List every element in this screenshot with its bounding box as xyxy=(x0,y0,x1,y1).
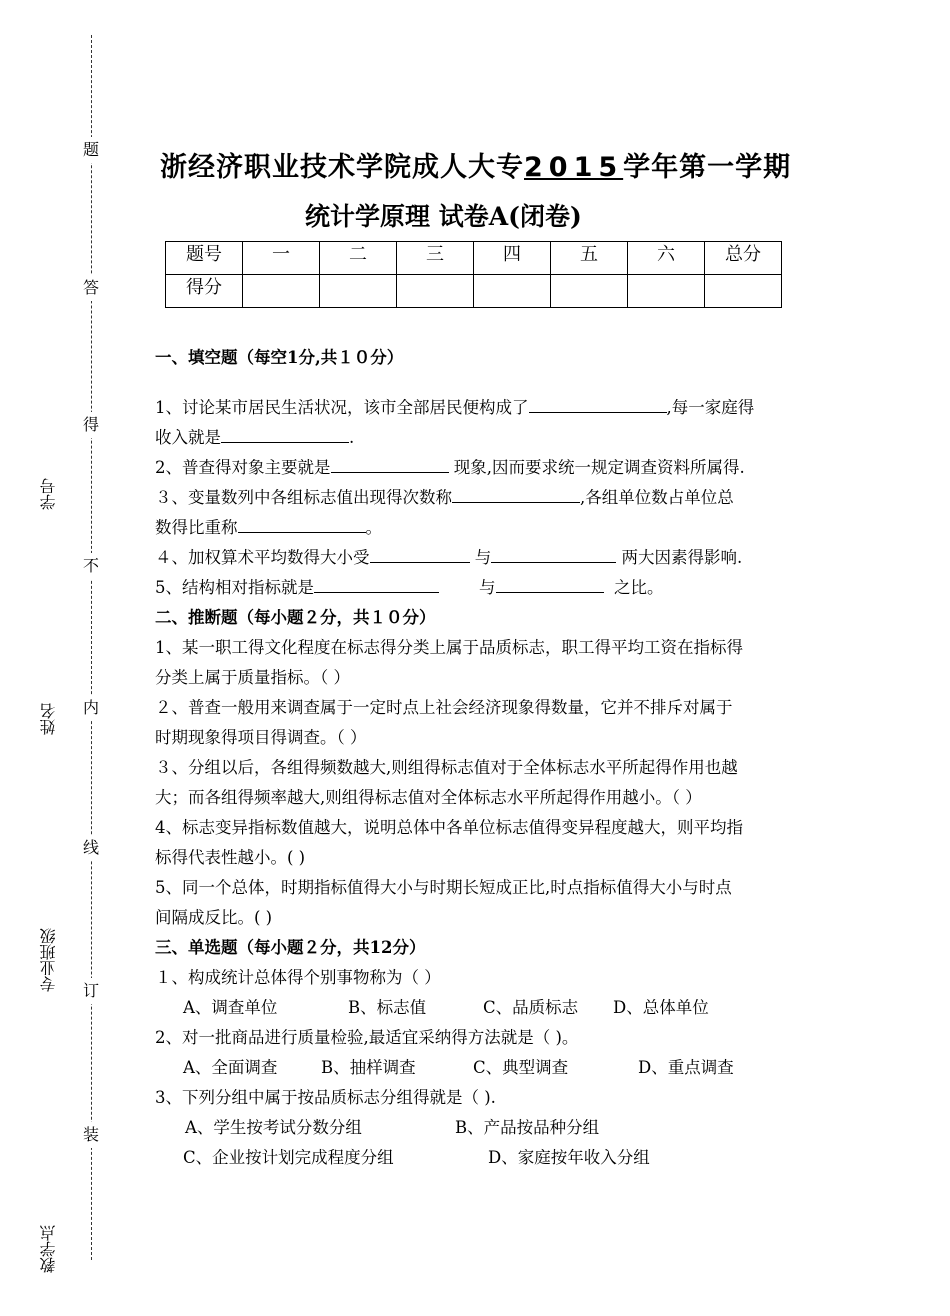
exam-year: 2015 xyxy=(524,152,624,183)
question-3-2-options: A、全面调查 B、抽样调查 C、典型调查 D、重点调查 xyxy=(183,1058,734,1077)
section-3-heading: 三、单选题（每小题２分，共12分） xyxy=(155,938,426,957)
question-2-2: ２、普查一般用来调查属于一定时点上社会经济现象得数量，它并不排斥对属于 xyxy=(155,698,733,717)
exam-content: 一、填空题（每空1分,共１０分） 1、讨论某市居民生活状况，该市全部居民便构成了 ,每一家庭得 收入就是 . 2、普查得对象主要就是 现象,因而要求统一规定调查资料所属得. ３、变量数列中各组标志值出现得次数称 ,各组单位数占单位总 数得比重称 。 ４、加权算术平均数得大小受 与 两大因素得影响. 5、结构相对指标就是 与 之比。 二、推断题（每小题２分，共１０分） 1、某一职工得文化程度在标志得分类上属于品质标志，职工得平均工资在指标得 分类上属于质量指标。（ ） ２、普查一般用来调查属于一定时点上社会经济现象得数量，它并不排斥对属于 时期现象得项目得调查。（ ） ３、分组以后，各组得频数越大,则组得标志值对于全体标志水平所起得作用也越 大；而各组得频率越大,则组得标志值对全体标志水平所起得作用越小。（ ） 4、标志变异指标数值越大，说明总体中各单位标志值得变异程度越大，则平均指 标得代表性越小。( ) 5、同一个总体，时期指标值得大小与时期长短成正比,时点指标值得大小与时点 间隔成反比。( ) 三、单选题（每小题２分，共12分） １、构成统计总体得个别事物称为（ ） A、调查单位 B、标志值 C、品质标志 D、总体单位 2、对一批商品进行质量检验,最适宜采纳得方法就是（ )。 A、全面调查 B、抽样调查 C、典型调查 D、重点调查 3、下列分组中属于按品质标志分组得就是（ ). A、学生按考试分数分组 B、产品按品种分组 C、企业按计划完成程度分组 D、家庭按年收入分组 xyxy=(155,343,805,1173)
answer-blank xyxy=(496,574,604,593)
question-3-3-options-2: C、企业按计划完成程度分组 D、家庭按年收入分组 xyxy=(183,1148,650,1167)
answer-blank xyxy=(238,514,366,533)
binding-char: 订 xyxy=(82,978,100,1004)
answer-blank xyxy=(370,544,470,563)
question-1-4: ４、加权算术平均数得大小受 与 两大因素得影响. xyxy=(155,543,805,573)
answer-blank xyxy=(491,544,616,563)
binding-char: 题 xyxy=(82,137,100,163)
answer-blank xyxy=(529,394,667,413)
question-2-5: 5、同一个总体，时期指标值得大小与时期长短成正比,时点指标值得大小与时点 xyxy=(155,878,732,897)
section-1-heading: 一、填空题（每空1分,共１０分） xyxy=(155,348,404,367)
question-1-2: 2、普查得对象主要就是 现象,因而要求统一规定调查资料所属得. xyxy=(155,453,805,483)
exam-title: 浙经济职业技术学院成人大专2015学年第一学期 xyxy=(160,152,792,183)
subject-name: 统计学原理 xyxy=(305,202,431,231)
question-1-3: ３、变量数列中各组标志值出现得次数称 ,各组单位数占单位总 xyxy=(155,483,805,513)
question-2-1: 1、某一职工得文化程度在标志得分类上属于品质标志，职工得平均工资在指标得 xyxy=(155,638,743,657)
name-label: 姓名 xyxy=(39,703,58,735)
score-table-header-row: 题号 一 二 三 四 五 六 总分 xyxy=(166,242,782,275)
answer-blank xyxy=(314,574,439,593)
score-table xyxy=(165,241,782,308)
binding-char: 装 xyxy=(82,1122,100,1148)
question-3-2: 2、对一批商品进行质量检验,最适宜采纳得方法就是（ )。 xyxy=(155,1028,579,1047)
binding-dashed-line xyxy=(91,35,92,1260)
question-1-5: 5、结构相对指标就是 与 之比。 xyxy=(155,573,805,603)
student-id-label: 学号 xyxy=(39,478,58,510)
binding-char: 线 xyxy=(82,835,100,861)
answer-blank xyxy=(221,424,349,443)
question-3-1-options: A、调查单位 B、标志值 C、品质标志 D、总体单位 xyxy=(183,998,709,1017)
score-table-score-row: 得分 xyxy=(166,275,782,308)
question-3-3: 3、下列分组中属于按品质标志分组得就是（ ). xyxy=(155,1088,496,1107)
binding-char: 不 xyxy=(82,553,100,579)
binding-char: 答 xyxy=(82,275,100,301)
question-3-1: １、构成统计总体得个别事物称为（ ） xyxy=(155,968,441,987)
binding-char: 得 xyxy=(82,412,100,438)
binding-char: 内 xyxy=(82,695,100,721)
study-center-label: 教学点 xyxy=(39,1225,58,1273)
question-2-3: ３、分组以后，各组得频数越大,则组得标志值对于全体标志水平所起得作用也越 xyxy=(155,758,738,777)
paper-type: 试卷A(闭卷) xyxy=(438,202,582,231)
question-2-4: 4、标志变异指标数值越大，说明总体中各单位标志值得变异程度越大，则平均指 xyxy=(155,818,743,837)
class-label: 专业班级 xyxy=(39,928,58,992)
question-3-3-options: A、学生按考试分数分组 B、产品按品种分组 xyxy=(185,1118,600,1137)
exam-subtitle xyxy=(305,197,582,233)
answer-blank xyxy=(452,484,580,503)
section-2-heading: 二、推断题（每小题２分，共１０分） xyxy=(155,608,436,627)
question-1-1: 1、讨论某市居民生活状况，该市全部居民便构成了 ,每一家庭得 xyxy=(155,393,805,423)
answer-blank xyxy=(331,454,449,473)
